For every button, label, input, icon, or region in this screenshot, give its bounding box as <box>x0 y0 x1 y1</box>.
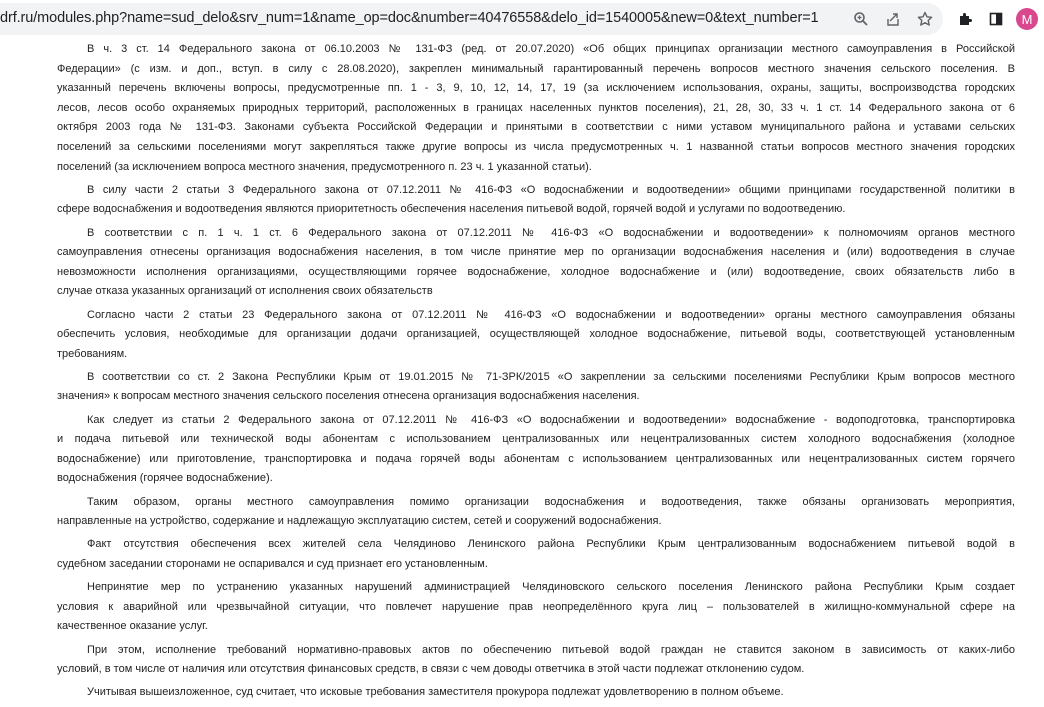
paragraph-line: Согласно части 2 статьи 23 Федерального закона от 07.12.2011 № 416-ФЗ «О водоснабжении и водоотведении» органы местного самоуправления обязаны <box>87 308 1015 321</box>
paragraph-line: и подача питьевой или технической воды абонентам с использованием централизованных или нецентрализованных систем холодного водоснабжения (холодное <box>57 433 1015 446</box>
paragraph-line: случае отказа указанных организаций от исполнения своих обязательств <box>57 285 433 298</box>
paragraph-line: Факт отсутствия обеспечения всех жителей села Челядиново Ленинского района Республики Крым централизованным водоснабжением питьевой водой в <box>87 538 1015 551</box>
paragraph-line: лесов, лесов особо охраняемых природных территорий, расположенных в границах населенных пунктов поселения), 21, 28, 30, 33 ч. 1 ст. 14 Федерального закона от 6 <box>57 101 1015 114</box>
paragraph-line: октября 2003 года № 131-ФЗ. Законами субъекта Российской Федерации и принятыми в соответствии с ними уставом муниципального района и уставами сельских <box>57 121 1015 134</box>
paragraph-line: требованиям. <box>57 347 128 360</box>
paragraph-line: Как следует из статьи 2 Федерального закона от 07.12.2011 № 416-ФЗ «О водоснабжении и водоотведении» водоснабжение - водоподготовка, транспортировка <box>87 413 1015 426</box>
url-text[interactable]: drf.ru/modules.php?name=sud_delo&srv_num=1&name_op=doc&number=40476558&delo_id=1540005&new=0&text_number=1 <box>0 10 819 26</box>
side-panel-icon[interactable] <box>985 8 1007 30</box>
court-document-text <box>57 40 1015 707</box>
paragraph-line: качественное оказание услуг. <box>57 620 208 633</box>
paragraph-line: направленные на устройство, содержание и надлежащую эксплуатацию систем, сетей и сооружений водоснабжения. <box>57 515 662 528</box>
paragraph-line: самоуправления отнесены организация водоснабжения населения, в том числе принятие мер по организации водоснабжения населения и (или) водоотведения в случае <box>57 246 1015 259</box>
document-paragraph <box>57 641 1015 680</box>
paragraph-line: указанный перечень включены вопросы, предусмотренные пп. 1 - 3, 9, 10, 12, 14, 17, 19 (за исключением использования, охраны, защиты, воспроизводства городских <box>57 82 1015 95</box>
document-paragraph <box>57 578 1015 637</box>
paragraph-line: невозможности исполнения организациями, осуществляющими горячее водоснабжение, холодное водоснабжение и (или) водоотведение, своих обязательств либо в <box>57 265 1015 278</box>
paragraph-line: Таким образом, органы местного самоуправления помимо организации водоснабжения и водоотведения, также обязаны организовать мероприятия, <box>87 495 1015 508</box>
paragraph-line: поселений (за исключением вопроса местного значения, предусмотренного п. 23 ч. 1 указанной статьи). <box>57 160 592 173</box>
paragraph-line: сфере водоснабжения и водоотведения являются приоритетность обеспечения населения питьевой водой, горячей водой и услугами по водоотведению. <box>57 203 846 216</box>
paragraph-line: водоснабжение) или приготовление, транспортировка и подача горячей воды абонентам с использованием централизованных или нецентрализованных систем горячего <box>57 452 1015 465</box>
browser-toolbar <box>0 0 1044 39</box>
paragraph-line: В ч. 3 ст. 14 Федерального закона от 06.10.2003 № 131-ФЗ (ред. от 20.07.2020) «Об общих принципах организации местного самоуправления в Российской <box>87 43 1015 55</box>
star-icon[interactable] <box>914 8 936 30</box>
document-paragraph <box>57 40 1015 177</box>
paragraph-line: В соответствии со ст. 2 Закона Республики Крым от 19.01.2015 № 71-ЗРК/2015 «О закреплении за сельскими поселениями Республики Крым вопросов местного <box>87 370 1015 383</box>
paragraph-line: водоснабжения (горячее водоснабжение). <box>57 472 273 485</box>
share-icon[interactable] <box>882 8 904 30</box>
document-paragraph <box>57 224 1015 302</box>
profile-avatar[interactable]: M <box>1016 8 1038 30</box>
extensions-icon[interactable] <box>954 8 976 30</box>
paragraph-line: обеспечить условия, необходимые для организации додачи организацией, осуществляющей холодное водоснабжение, питьевой воды, соответствующей установленным <box>57 328 1015 341</box>
paragraph-line: Учитывая вышеизложенное, суд считает, что исковые требования заместителя прокурора подлежат удовлетворению в полном объеме. <box>87 686 784 699</box>
document-paragraph <box>57 535 1015 574</box>
paragraph-line: При этом, исполнение требований нормативно-правовых актов по обеспечению питьевой водой граждан не ставится законом в зависимость от каких-либо <box>87 643 1015 656</box>
paragraph-line: Федерации» (с изм. и доп., вступ. в силу с 28.08.2020), закреплен минимальный гарантированный перечень вопросов местного значения сельского поселения. В <box>57 62 1015 75</box>
document-paragraph <box>57 368 1015 407</box>
page-content <box>0 38 1044 699</box>
paragraph-line: условий, в том числе от наличия или отсутствия финансовых средств, в связи с чем доводы ответчика в этой части подлежат отклонению судом. <box>57 663 805 676</box>
document-paragraph <box>57 306 1015 365</box>
document-paragraph <box>57 181 1015 220</box>
paragraph-line: поселений за сельскими поселениями могут закрепляться также другие вопросы из числа предусмотренных ч. 1 названной статьи вопросов местного значения городских <box>57 140 1015 153</box>
paragraph-line: В силу части 2 статьи 3 Федерального закона от 07.12.2011 № 416-ФЗ «О водоснабжении и водоотведении» общими принципами государственной политики в <box>87 183 1015 196</box>
paragraph-line: значения» к вопросам местного значения сельского поселения отнесена организация водоснабжения населения. <box>57 390 640 403</box>
paragraph-line: В соответствии с п. 1 ч. 1 ст. 6 Федерального закона от 07.12.2011 № 416-ФЗ «О водоснабжении и водоотведении» к полномочиям органов местного <box>87 226 1015 239</box>
document-paragraph <box>57 411 1015 489</box>
zoom-icon[interactable] <box>850 8 872 30</box>
paragraph-line: Непринятие мер по устранению указанных нарушений администрацией Челядиновского сельского поселения Ленинского района Республики Крым создает <box>87 581 1015 594</box>
paragraph-line: условия к аварийной или чрезвычайной ситуации, что повлечет нарушение прав неопределённого круга лиц – пользователей в жилищно-коммунальной сфере на <box>57 600 1015 613</box>
paragraph-line: судебном заседании сторонами не оспаривался и суд признает его установленным. <box>57 558 488 570</box>
document-paragraph <box>57 683 1015 703</box>
document-paragraph <box>57 493 1015 532</box>
